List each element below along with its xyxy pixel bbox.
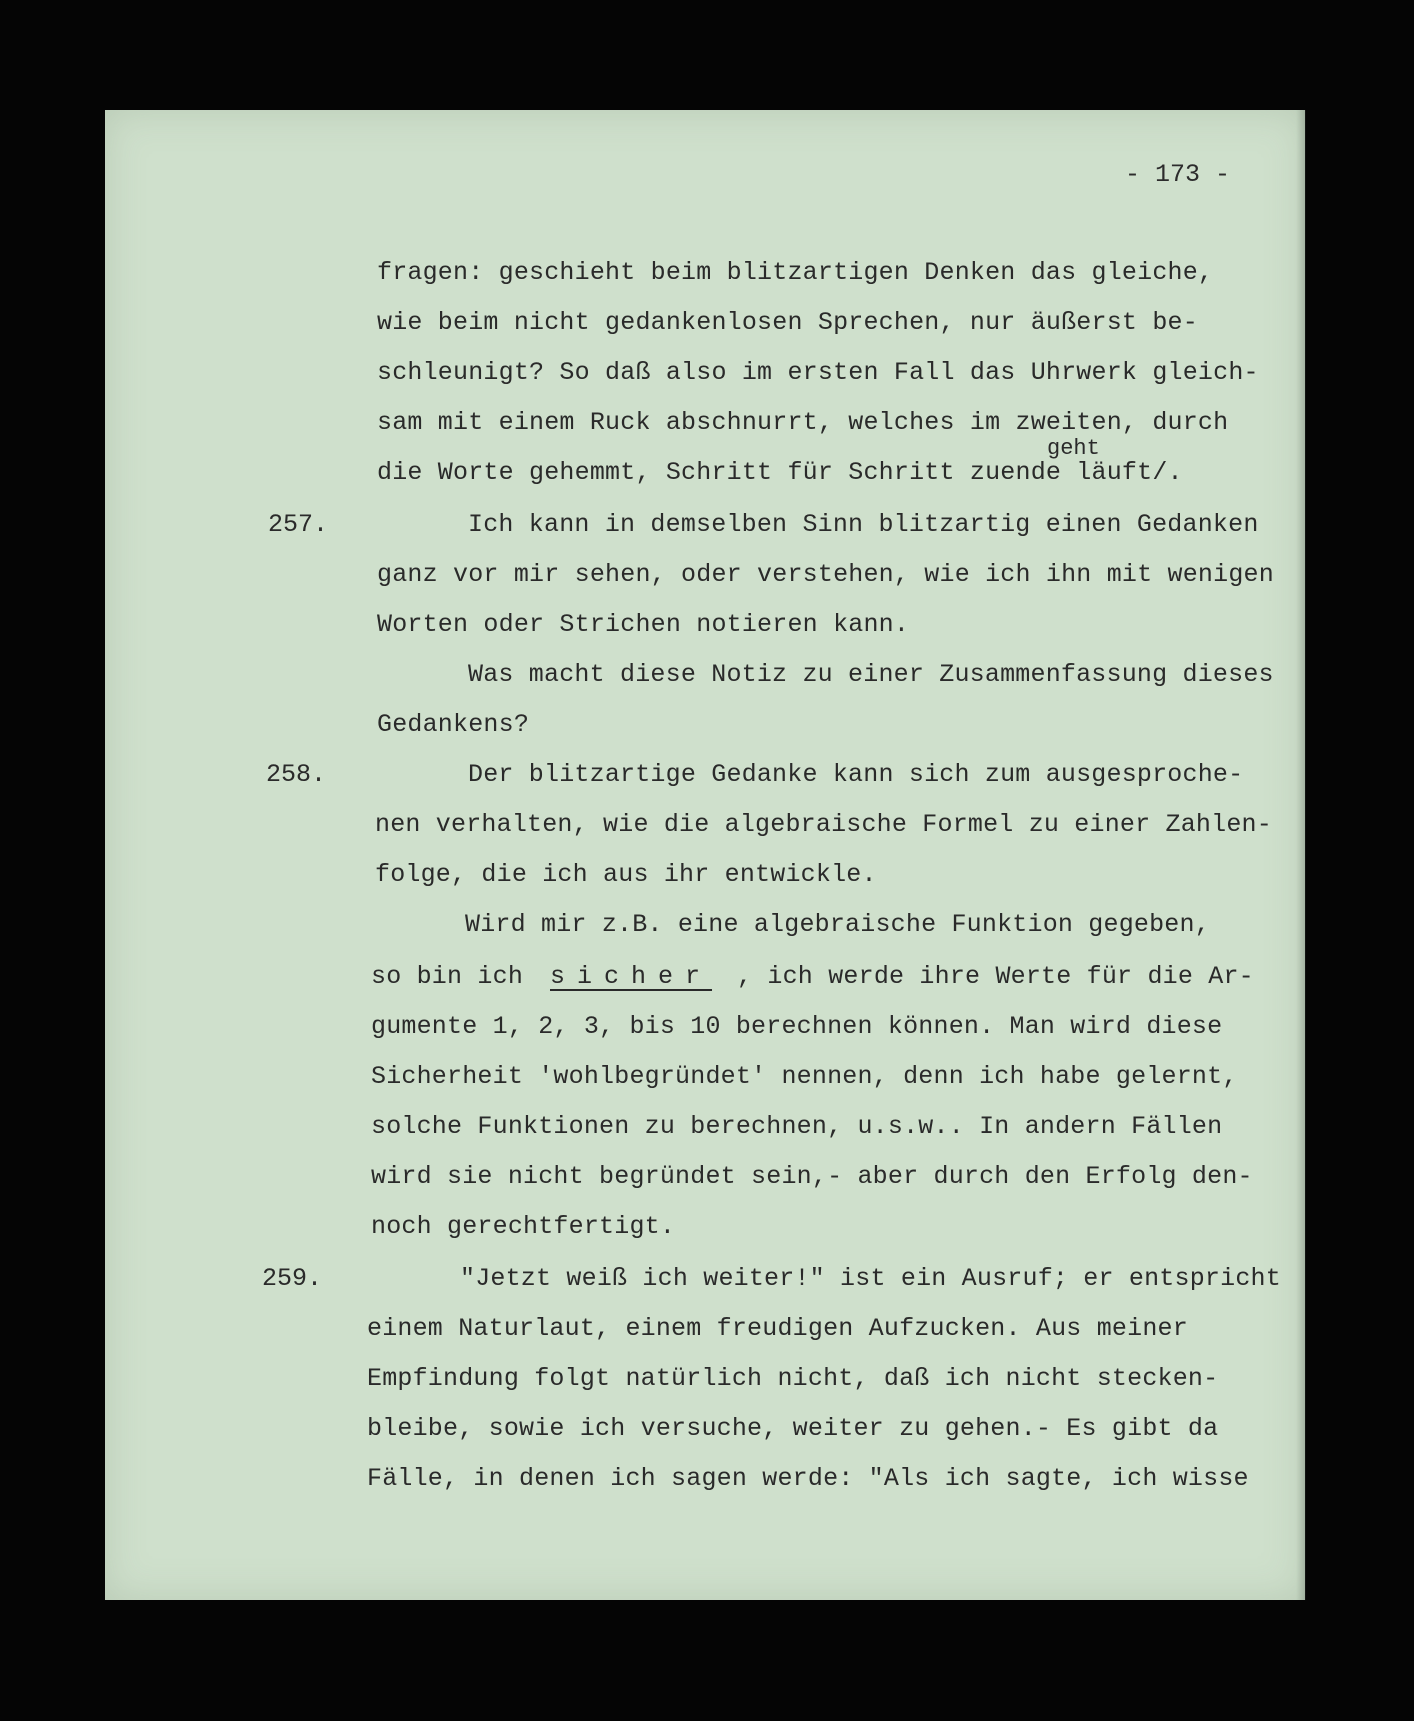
text-line: folge, die ich aus ihr entwickle.	[375, 860, 877, 889]
text-line: Ich kann in demselben Sinn blitzartig einen Gedanken	[468, 510, 1259, 539]
text-line: Worten oder Strichen notieren kann.	[377, 610, 910, 639]
text-line: wird sie nicht begründet sein,- aber durch den Erfolg den-	[371, 1162, 1253, 1191]
text-line: Sicherheit 'wohlbegründet' nennen, denn ich habe gelernt,	[371, 1062, 1238, 1091]
text-line: Der blitzartige Gedanke kann sich zum ausgesproche-	[468, 760, 1244, 789]
emphasis-word: sicher	[550, 962, 713, 991]
text-line: Gedankens?	[377, 710, 530, 739]
text-line: , ich werde ihre Werte für die Ar-	[737, 962, 1254, 991]
text-line: Empfindung folgt natürlich nicht, daß ich nicht stecken-	[367, 1364, 1219, 1393]
text-line: gumente 1, 2, 3, bis 10 berechnen können. Man wird diese	[371, 1012, 1223, 1041]
section-number-259: 259.	[262, 1264, 323, 1293]
text-line: schleunigt? So daß also im ersten Fall das Uhrwerk gleich-	[377, 358, 1259, 387]
text-line: Was macht diese Notiz zu einer Zusammenfassung dieses	[468, 660, 1274, 689]
text-line: "Jetzt weiß ich weiter!" ist ein Ausruf; er entspricht	[460, 1264, 1281, 1293]
text-line: so bin ich	[371, 962, 524, 991]
text-line: einem Naturlaut, einem freudigen Aufzucken. Aus meiner	[367, 1314, 1188, 1343]
text-line: nen verhalten, wie die algebraische Formel zu einer Zahlen-	[375, 810, 1272, 839]
text-line: sam mit einem Ruck abschnurrt, welches im zweiten, durch	[377, 408, 1229, 437]
text-line: solche Funktionen zu berechnen, u.s.w.. In andern Fällen	[371, 1112, 1223, 1141]
text-line: noch gerechtfertigt.	[371, 1212, 676, 1241]
text-line: wie beim nicht gedankenlosen Sprechen, nur äußerst be-	[377, 308, 1198, 337]
text-line: Wird mir z.B. eine algebraische Funktion gegeben,	[465, 910, 1210, 939]
section-number-258: 258.	[266, 760, 327, 789]
text-line: fragen: geschieht beim blitzartigen Denken das gleiche,	[377, 258, 1214, 287]
handwritten-insertion: geht	[1047, 436, 1100, 461]
text-line: die Worte gehemmt, Schritt für Schritt zuende läuft/.	[377, 458, 1183, 487]
text-line: ganz vor mir sehen, oder verstehen, wie ich ihn mit wenigen	[377, 560, 1274, 589]
text-line: bleibe, sowie ich versuche, weiter zu gehen.- Es gibt da	[367, 1414, 1219, 1443]
text-line: Fälle, in denen ich sagen werde: "Als ich sagte, ich wisse	[367, 1464, 1249, 1493]
page-number: - 173 -	[1125, 160, 1231, 189]
section-number-257: 257.	[268, 510, 329, 539]
